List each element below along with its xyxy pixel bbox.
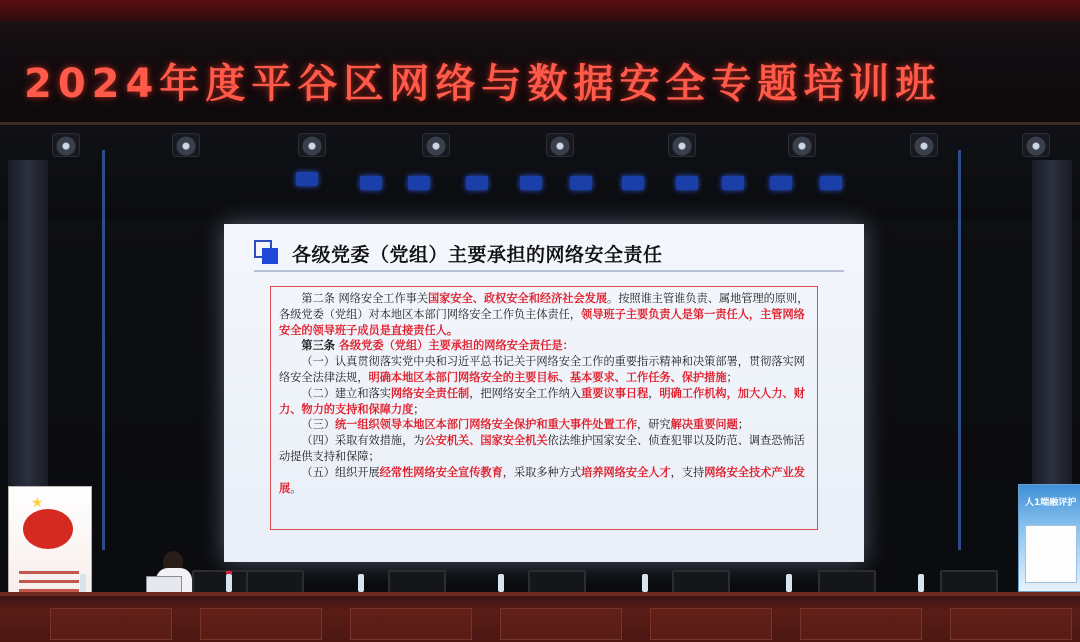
slide-text-segment: （五）组织开展 [301,465,380,479]
slide-text-segment: 培养网络安全人才 [581,465,671,479]
stage-pole [958,150,961,550]
slide-text-box [270,286,818,530]
slide-paragraph [279,386,811,418]
slide-text-segment: ； [726,370,738,384]
blue-stage-light [570,176,592,190]
slide-paragraph [279,433,811,465]
slide-text-segment: 。按照谁主管谁负责、属地管理的原则，各级党委（党组）对本地区本部门网络安全工作负主体责任， [279,292,809,321]
slide-text-segment: 领导班子主要负责人是第一责任人，主管网络安全的领导班子成员是直接责任人。 [279,307,805,337]
slide-paragraph [279,354,811,386]
stage-light [298,133,326,157]
stage-light [422,133,450,157]
blue-stage-light [722,176,744,190]
slide-text-segment: 解决重要问题 [670,418,738,432]
desk-panel [950,608,1072,640]
blue-stage-light [770,176,792,190]
slide-text-segment: 依法维护国家安全、侦查犯罪以及防范、调查恐怖活动提供支持和保障； [279,434,805,463]
desk-panel [500,608,622,640]
slide-text-segment: 明确工作机构，加大人力、财力、物力的支持和保障力度 [279,386,805,416]
slide-text-segment: 公安机关、国家安全机关 [424,434,548,448]
slide-header [254,236,844,272]
stage-banner [0,0,1080,125]
stage-light [546,133,574,157]
blue-stage-light [676,176,698,190]
stage-light [668,133,696,157]
water-bottle [498,574,504,592]
water-bottle [642,574,648,592]
slide-text-segment: 国家安全、政权安全和经济社会发展 [428,292,608,305]
blue-stage-light [622,176,644,190]
slide-text-segment: 网络安全责任制 [390,386,470,400]
slide-paragraph [279,338,811,354]
desk-panel [200,608,322,640]
slide-text-segment: 第二条 网络安全工作事关 [301,292,429,305]
stage-light [1022,133,1050,157]
water-bottle [918,574,924,592]
slide-paragraph [279,291,811,338]
water-bottle [80,574,86,592]
slide-text-segment: （一）认真贯彻落实党中央和习近平总书记关于网络安全工作的重要指示精神和决策部署，贯彻落实网络安全法律法规， [279,355,805,384]
slide-text-segment: ，把网络安全工作纳入 [469,386,582,400]
slide-text-segment: ，支持 [670,465,705,479]
blue-stage-light [520,176,542,190]
slide-text-segment: ，采取多种方式 [502,465,582,479]
banner-top-trim [0,0,1080,22]
banner-title: 2024年度平谷区网络与数据安全专题培训班 [24,61,942,107]
stage-light [52,133,80,157]
stage-light [910,133,938,157]
slide-text-segment: 第三条 [301,339,335,353]
party-emblem-icon [23,509,73,549]
slide-text-segment: 明确本地区本部门网络安全的主要目标、基本要求、工作任务、保护措施 [368,370,727,384]
square-bullet-icon [254,240,278,264]
slide-text-segment: ， [648,386,660,400]
blue-stage-light [360,176,382,190]
star-icon: ★ [31,495,44,511]
rollup-right-title: 人1端融评护 [1025,498,1077,508]
desk-panel [650,608,772,640]
slide-text-segment: 统一组织领导本地区本部门网络安全保护和重大事件处置工作 [334,418,638,432]
water-bottle [226,574,232,592]
blue-stage-light [408,176,430,190]
desk-panel [350,608,472,640]
desk-panel [50,608,172,640]
stage-light [172,133,200,157]
blue-stage-light [296,172,318,186]
slide-text-segment: 重要议事日程 [581,386,649,400]
water-bottle [786,574,792,592]
stage-light [788,133,816,157]
blue-stage-light [820,176,842,190]
rollup-banner-right [1018,484,1080,592]
slide-paragraph [279,417,811,433]
slide-text-segment: 。 [290,481,302,495]
slide-text-segment: ； [737,418,749,432]
slide-text-segment: （三） [301,418,335,432]
slide-text-segment: ； [413,402,425,416]
slide-text-segment: 经常性网络安全宣传教育 [379,465,503,479]
slide-text-segment: 各级党委（党组）主要承担的网络安全责任是： [334,339,574,353]
slide-text-segment: （二）建立和落实 [301,386,391,400]
blue-stage-light [466,176,488,190]
desk-panel [800,608,922,640]
slide-title: 各级党委（党组）主要承担的网络安全责任 [292,244,663,266]
water-bottle [358,574,364,592]
rollup-right-card [1025,525,1077,583]
projection-slide [224,224,864,562]
slide-text-segment: （四）采取有效措施，为 [301,434,425,448]
stage-pole [102,150,105,550]
slide-text-segment: 网络安全技术产业发展 [279,465,805,495]
slide-text-segment: ，研究 [637,418,671,432]
slide-paragraph [279,465,811,497]
